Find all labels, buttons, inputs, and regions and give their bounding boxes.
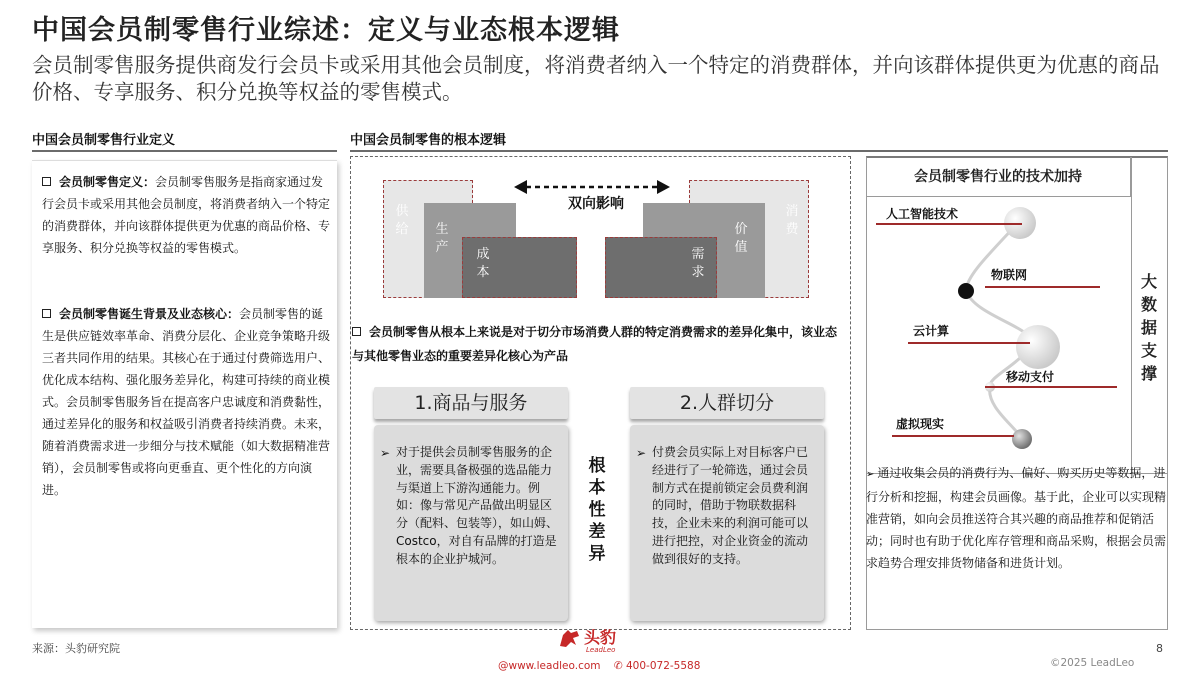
iot-node-icon: [958, 283, 974, 299]
cost-label: 成本: [476, 247, 490, 280]
card2-text: 付费会员实际上对目标客户已经进行了一轮筛选，通过会员制方式在提前锁定会员费利润的同时，借助于物联数据科技，企业未来的利润可能可以进行把控，对企业资金的流动做到很好的支持。: [652, 445, 809, 566]
tech-cloud: 云计算: [913, 324, 950, 338]
tech-vr-underline: [892, 435, 1014, 437]
vr-node-icon: [1012, 429, 1032, 449]
card1-title: 1.商品与服务: [374, 387, 568, 419]
square-bullet-icon: [42, 309, 51, 318]
leadleo-logo-icon: [557, 626, 581, 650]
card1-bullet-icon: ➢: [380, 446, 391, 460]
page-subtitle: 会员制零售服务提供商发行会员卡或采用其他会员制度，将消费者纳入一个特定的消费群体，并向该群体提供更为优惠的商品价格、专享服务、积分兑换等权益的零售模式。: [32, 53, 1160, 104]
source-note: 来源：头豹研究院: [32, 642, 120, 655]
tech-iot-underline: [985, 286, 1100, 288]
brand-logo-subtext: LeadLeo: [586, 646, 616, 654]
copyright: ©2025 LeadLeo: [1050, 657, 1135, 669]
tech-description-text: 通过收集会员的消费行为、偏好、购买历史等数据，进行分析和挖掘，构建会员画像。基于此，企业可以实现精准营销，如向会员推送符合其兴趣的商品推荐和促销活动；同时也有助于优化库存管理和商品采购，根据会员需求趋势合理安排货物储备和进货计划。: [866, 466, 1167, 570]
square-bullet-icon: [42, 177, 51, 186]
big-data-label: 大数据支撑: [1140, 272, 1157, 383]
value-label: 价值: [734, 222, 748, 255]
brand-logo-text: 头豹: [584, 628, 617, 647]
definition-label: 会员制零售定义：: [59, 175, 156, 189]
demand-block: [605, 237, 717, 298]
background-paragraph: [42, 303, 332, 501]
tech-cloud-underline: [908, 342, 1030, 344]
page-number: 8: [1156, 642, 1163, 655]
tech-heading: 会员制零售行业的技术加持: [866, 157, 1131, 197]
tech-ai-underline: [876, 223, 1022, 225]
card2-title: 2.人群切分: [630, 387, 824, 419]
arrow-bullet-icon: ➢: [866, 469, 875, 480]
card2-bullet-icon: ➢: [636, 446, 647, 460]
demand-label: 需求: [691, 247, 705, 280]
middle-section-heading: 中国会员制零售的根本逻辑: [350, 133, 507, 148]
left-section-heading: 中国会员制零售行业定义: [32, 133, 176, 148]
tech-table-divider: [1131, 157, 1132, 473]
fundamental-difference-label: 根本性差异: [588, 456, 606, 564]
tech-description: [866, 462, 1166, 574]
contact-line: [498, 660, 700, 672]
supply-label: 供给: [395, 204, 409, 237]
logic-note-text: 会员制零售从根本上来说是对于切分市场消费人群的特定消费需求的差异化集中，该业态与其他零售业态的重要差异化核心为产品: [352, 325, 838, 363]
tech-ai: 人工智能技术: [886, 207, 959, 221]
consumption-label: 消费: [785, 204, 799, 237]
definition-card: [32, 160, 337, 628]
phone-icon: ✆: [613, 660, 623, 672]
cost-block: [462, 237, 577, 298]
definition-text: 会员制零售服务是指商家通过发行会员卡或采用其他会员制度，将消费者纳入一个特定的消费群体，并向该群体提供更为优惠的商品价格、专享服务、积分兑换等权益的零售模式。: [42, 175, 331, 255]
definition-paragraph: [42, 171, 332, 259]
card1-text: 对于提供会员制零售服务的企业，需要具备极强的选品能力与渠道上下游沟通能力。例如：像与常见产品做出明显区分（配料、包装等），如山姆、Costco，对自有品牌的打造是根本的企业护城河。: [396, 445, 559, 566]
cloud-node-icon: [1016, 325, 1060, 369]
tech-mobile-payment: 移动支付: [1006, 370, 1055, 384]
tech-vr: 虚拟现实: [896, 417, 945, 431]
logic-note: [352, 320, 848, 368]
background-text: 会员制零售的诞生是供应链效率革命、消费分层化、企业竞争策略升级三者共同作用的结果。其核心在于通过付费筛选用户、优化成本结构、强化服务差异化，构建可持续的商业模式。会员制零售服务旨在提高客户忠诚度和消费黏性，通过差异化的服务和权益吸引消费者持续消费。未来，随着消费需求进一步细分与技术赋能（如大数据精准营销），会员制零售或将向更垂直、更个性化的方向演进。: [42, 307, 331, 497]
background-label: 会员制零售诞生背景及业态核心：: [59, 307, 240, 321]
square-bullet-icon: [352, 327, 361, 336]
tech-iot: 物联网: [991, 268, 1028, 282]
middle-heading-rule: [350, 150, 1168, 152]
website-link[interactable]: @www.leadleo.com: [498, 660, 601, 672]
bidirectional-label: 双向影响: [556, 191, 636, 219]
left-heading-rule: [32, 150, 337, 152]
phone-number: 400-072-5588: [626, 660, 701, 672]
tech-mobile-payment-underline: [985, 386, 1117, 388]
production-label: 生产: [435, 222, 449, 255]
page-title: 中国会员制零售行业综述：定义与业态根本逻辑: [32, 15, 620, 46]
